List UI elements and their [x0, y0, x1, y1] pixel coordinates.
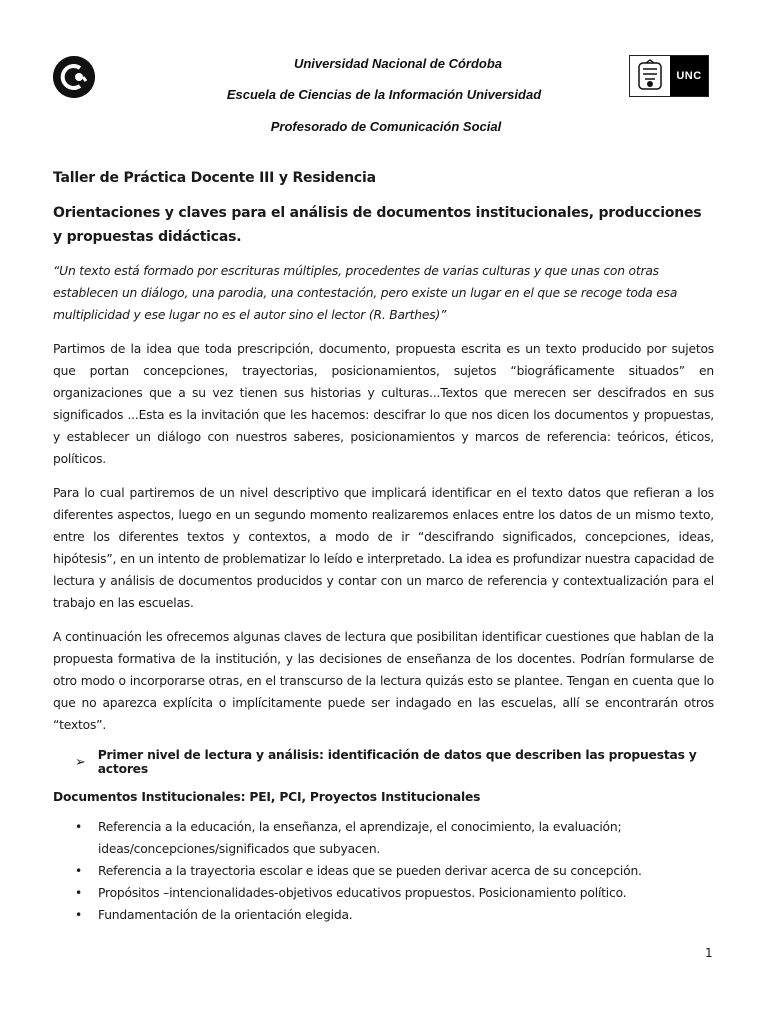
paragraph-2: Para lo cual partiremos de un nivel descriptivo que implicará identificar en el texto datos que refieran a los diferentes aspectos, luego en un segundo momento realizaremos enlaces entre los datos de un mismo texto, entre los diferentes textos y contextos, a modo de ir “descifrando significados, concepciones, ideas, hipótesis”, en un intento de problematizar lo leído e interpretado. La idea es profundizar nuestra capacidad de lectura y análisis de documentos producidos y contar con un marco de referencia y contextualización para el trabajo en las escuelas.: [53, 486, 714, 610]
paragraph-3: A continuación les ofrecemos algunas claves de lectura que posibilitan identificar cuestiones que hablan de la propuesta formativa de la institución, y las decisiones de enseñanza de los docentes. Podrían formularse de otro modo o incorporarse otras, en el transcurso de la lectura quizás esto se plantee. Tengan en cuenta que lo que no aparezca explícita o implícitamente puede ser indagado en las escuelas, allí se encontrarán otros “textos”.: [53, 630, 714, 732]
list-item: [53, 904, 714, 926]
paragraph-1: Partimos de la idea que toda prescripción, documento, propuesta escrita es un texto producido por sujetos que portan concepciones, trayectorias, posicionamientos, sujetos “biográficamente situados” en organizaciones que a su vez tienen sus historias y culturas...Textos que merecen ser descifrados en sus significados ...Esta es la invitación que les hacemos: descifrar lo que nos dicen los documentos y propuestas, y establecer un diálogo con nuestros saberes, posicionamientos y marcos de referencia: teóricos, éticos, políticos.: [53, 342, 714, 466]
school-name: Escuela de Ciencias de la Información Universidad: [226, 87, 542, 102]
list-item: [53, 816, 714, 860]
level-heading: [75, 748, 714, 776]
unc-logo-text: UNC: [670, 56, 708, 96]
list-item-text: Propósitos –intencionalidades-objetivos educativos propuestos. Posicionamiento político.: [98, 886, 627, 900]
list-item-text: Referencia a la trayectoria escolar e ideas que se pueden derivar acerca de su concepción.: [98, 864, 642, 878]
page-number: 1: [705, 946, 713, 960]
barthes-quote: “Un texto está formado por escrituras múltiples, procedentes de varias culturas y que unas con otras establecen un diálogo, una parodia, una contestación, pero existe un lugar en el que se recoge toda esa multiplicidad y ese lugar no es el autor sino el lector (R. Barthes)”: [53, 264, 678, 322]
university-name: Universidad Nacional de Córdoba: [293, 56, 503, 71]
bullet-icon: •: [75, 820, 83, 834]
bullet-icon: •: [75, 864, 83, 878]
bullet-icon: •: [75, 886, 83, 900]
program-name: Profesorado de Comunicación Social: [270, 119, 502, 134]
document-title: Orientaciones y claves para el análisis de documentos institucionales, producciones y propuestas didácticas.: [53, 205, 702, 245]
list-item: [53, 882, 714, 904]
document-body: [53, 170, 714, 926]
documents-section-title: Documentos Institucionales: PEI, PCI, Proyectos Institucionales: [53, 790, 481, 804]
bullet-icon: •: [75, 908, 83, 922]
list-item: [53, 860, 714, 882]
unc-seal-icon: [630, 56, 670, 96]
criteria-list: [53, 816, 714, 926]
list-item-text: Fundamentación de la orientación elegida.: [98, 908, 353, 922]
level-heading-text: Primer nivel de lectura y análisis: identificación de datos que describen las propuestas y actores: [97, 748, 697, 776]
unc-logo: [629, 55, 709, 97]
list-item-text: Referencia a la educación, la enseñanza, el aprendizaje, el conocimiento, la evaluación; ideas/concepciones/significados que subyacen.: [98, 820, 622, 856]
arrow-bullet-icon: ➢: [75, 754, 86, 770]
course-title: Taller de Práctica Docente III y Residencia: [53, 170, 376, 186]
